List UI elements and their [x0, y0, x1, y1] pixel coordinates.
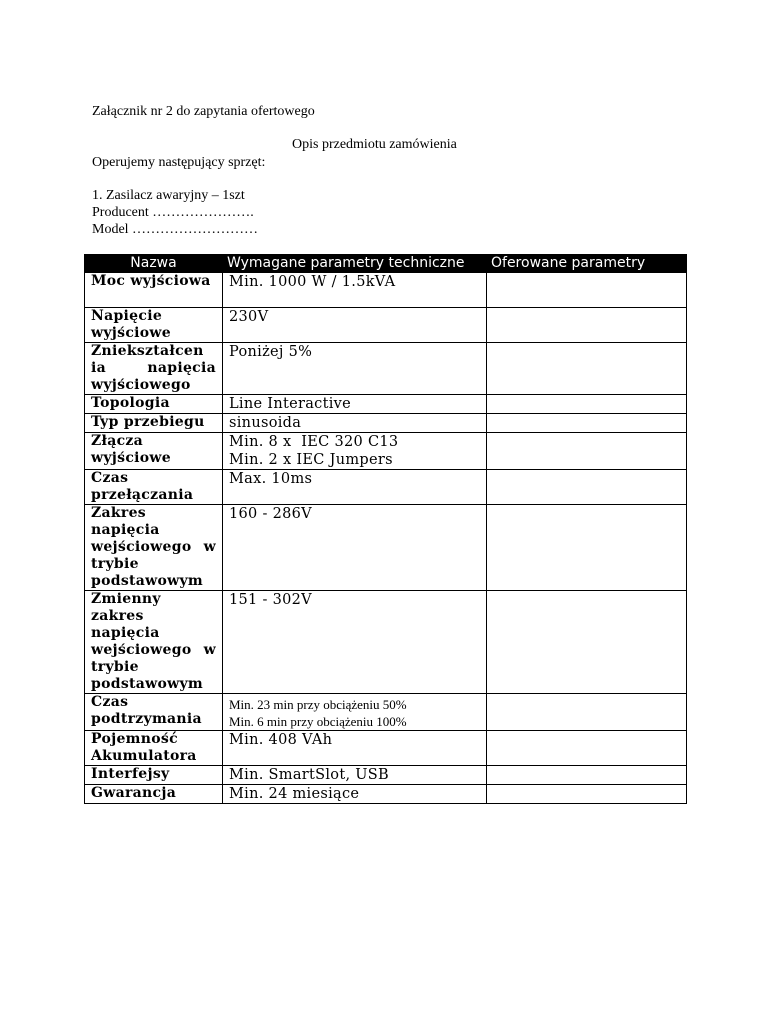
param-required: Min. 24 miesiące	[223, 785, 487, 804]
param-offered[interactable]	[487, 414, 687, 433]
table-row	[85, 395, 687, 414]
param-name: Moc wyjściowa	[85, 273, 223, 308]
producer-line: Producent ………………….	[92, 205, 254, 220]
table-row	[85, 433, 687, 470]
table-header-row	[85, 255, 687, 273]
param-offered[interactable]	[487, 433, 687, 470]
param-name: Złącza wyjściowe	[85, 433, 223, 470]
column-header-required: Wymagane parametry techniczne	[223, 255, 487, 273]
param-name: Typ przebiegu	[85, 414, 223, 433]
param-offered[interactable]	[487, 505, 687, 591]
column-header-offered: Oferowane parametry	[487, 255, 687, 273]
param-name: Interfejsy	[85, 766, 223, 785]
table-row	[85, 308, 687, 343]
param-offered[interactable]	[487, 591, 687, 694]
attachment-heading: Załącznik nr 2 do zapytania ofertowego	[92, 104, 315, 119]
param-required	[223, 694, 487, 731]
param-name: Pojemność Akumulatora	[85, 731, 223, 766]
param-name: Czas podtrzymania	[85, 694, 223, 731]
param-required: Line Interactive	[223, 395, 487, 414]
param-required: 160 - 286V	[223, 505, 487, 591]
param-name: Napięcie wyjściowe	[85, 308, 223, 343]
param-name: Zniekształcen ia napięcia wyjściowego	[85, 343, 223, 395]
item-line: 1. Zasilacz awaryjny – 1szt	[92, 188, 245, 203]
param-required: Poniżej 5%	[223, 343, 487, 395]
param-name: Topologia	[85, 395, 223, 414]
param-required: Max. 10ms	[223, 470, 487, 505]
param-required: Min. 1000 W / 1.5kVA	[223, 273, 487, 308]
param-required-line: Min. 6 min przy obciążeniu 100%	[229, 714, 407, 729]
model-line: Model ………………………	[92, 222, 259, 237]
param-required-line: Min. 2 x IEC Jumpers	[229, 452, 393, 468]
param-required	[223, 433, 487, 470]
table-row	[85, 414, 687, 433]
table-row	[85, 694, 687, 731]
param-offered[interactable]	[487, 395, 687, 414]
table-row	[85, 785, 687, 804]
param-offered[interactable]	[487, 731, 687, 766]
document-title: Opis przedmiotu zamówienia	[292, 137, 457, 152]
param-name: Zmienny zakres napięcia wejściowego w trybie podstawowym	[85, 591, 223, 694]
param-offered[interactable]	[487, 785, 687, 804]
param-required: Min. 408 VAh	[223, 731, 487, 766]
param-name: Zakres napięcia wejściowego w trybie podstawowym	[85, 505, 223, 591]
table-row	[85, 273, 687, 308]
param-offered[interactable]	[487, 766, 687, 785]
table-row	[85, 731, 687, 766]
param-offered[interactable]	[487, 694, 687, 731]
table-row	[85, 505, 687, 591]
specification-table	[84, 254, 687, 804]
param-offered[interactable]	[487, 308, 687, 343]
param-offered[interactable]	[487, 273, 687, 308]
param-required: Min. SmartSlot, USB	[223, 766, 487, 785]
param-required-line: Min. 23 min przy obciążeniu 50%	[229, 697, 407, 712]
param-required: 151 - 302V	[223, 591, 487, 694]
param-name: Gwarancja	[85, 785, 223, 804]
param-required: 230V	[223, 308, 487, 343]
intro-text: Operujemy następujący sprzęt:	[92, 155, 266, 170]
param-required-line: Min. 8 x IEC 320 C13	[229, 434, 399, 450]
param-offered[interactable]	[487, 343, 687, 395]
column-header-name: Nazwa	[85, 255, 223, 273]
table-row	[85, 343, 687, 395]
table-row	[85, 766, 687, 785]
table-row	[85, 591, 687, 694]
param-required: sinusoida	[223, 414, 487, 433]
param-name: Czas przełączania	[85, 470, 223, 505]
param-offered[interactable]	[487, 470, 687, 505]
table-row	[85, 470, 687, 505]
